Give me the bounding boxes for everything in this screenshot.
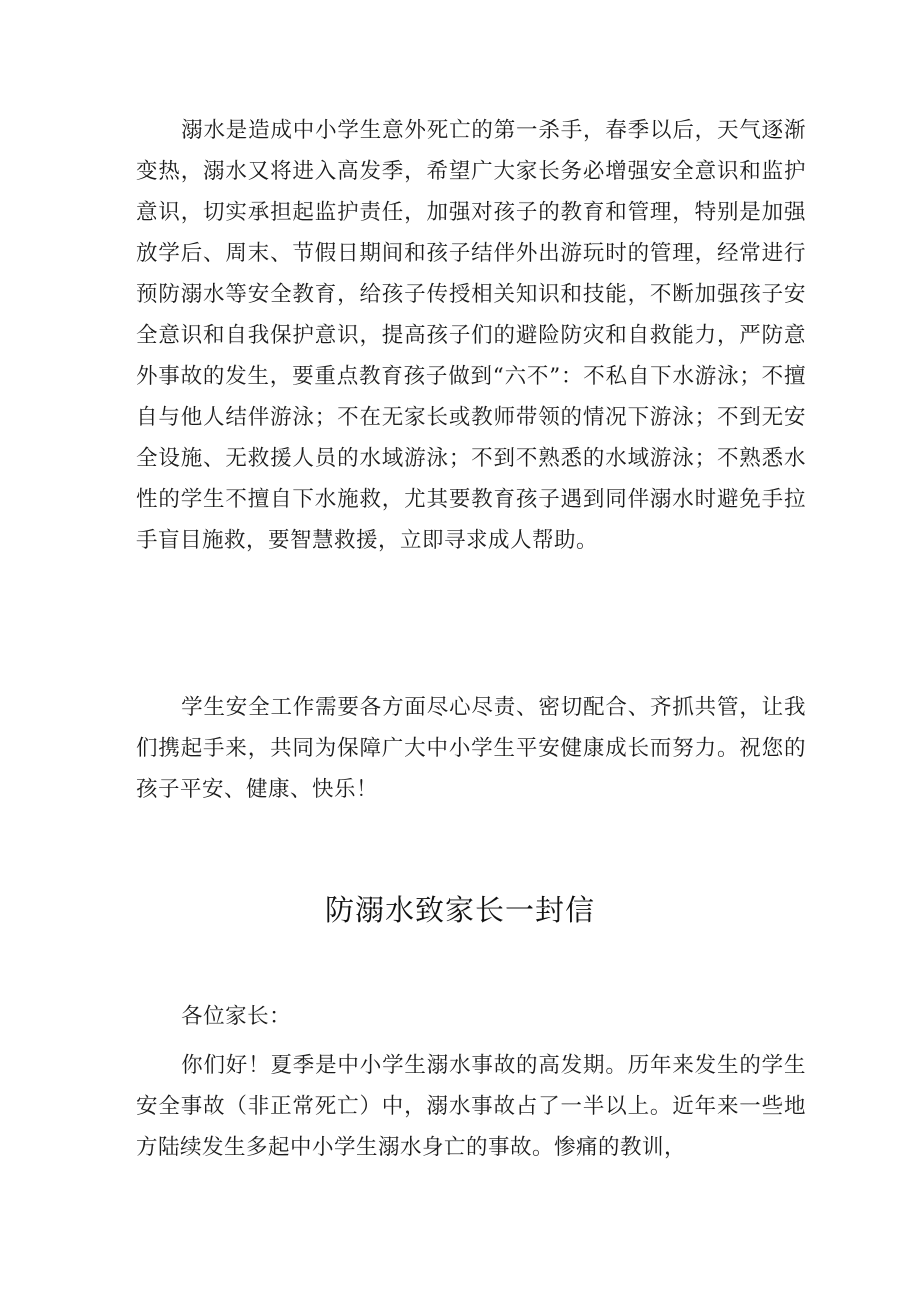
paragraph-safety-cooperation: 学生安全工作需要各方面尽心尽责、密切配合、齐抓共管，让我们携起手来，共同为保障广大中小学生平安健康成长而努力。祝您的孩子平安、健康、快乐！ [136,695,806,802]
letter-salutation: 各位家长： [181,1004,292,1029]
paragraph-drowning-warning: 溺水是造成中小学生意外死亡的第一杀手，春季以后，天气逐渐变热，溺水又将进入高发季，希望广大家长务必增强安全意识和监护意识，切实承担起监护责任，加强对孩子的教育和管理，特别是加强放学后、周末、节假日期间和孩子结伴外出游玩时的管理，经常进行预防溺水等安全教育，给孩子传授相关知识和技能，不断加强孩子安全意识和自我保护意识，提高孩子们的避险防灾和自救能力，严防意外事故的发生，要重点教育孩子做到“六不”：不私自下水游泳；不擅自与他人结伴游泳；不在无家长或教师带领的情况下游泳；不到无安全设施、无救援人员的水域游泳；不到不熟悉的水域游泳；不熟悉水性的学生不擅自下水施救，尤其要教育孩子遇到同伴溺水时避免手拉手盲目施救，要智慧救援，立即寻求成人帮助。 [136,118,806,553]
paragraph-letter-intro: 你们好！夏季是中小学生溺水事故的高发期。历年来发生的学生安全事故（非正常死亡）中，溺水事故占了一半以上。近年来一些地方陆续发生多起中小学生溺水身亡的事故。惨痛的教训， [136,1053,806,1160]
letter-title: 防溺水致家长一封信 [324,893,595,927]
